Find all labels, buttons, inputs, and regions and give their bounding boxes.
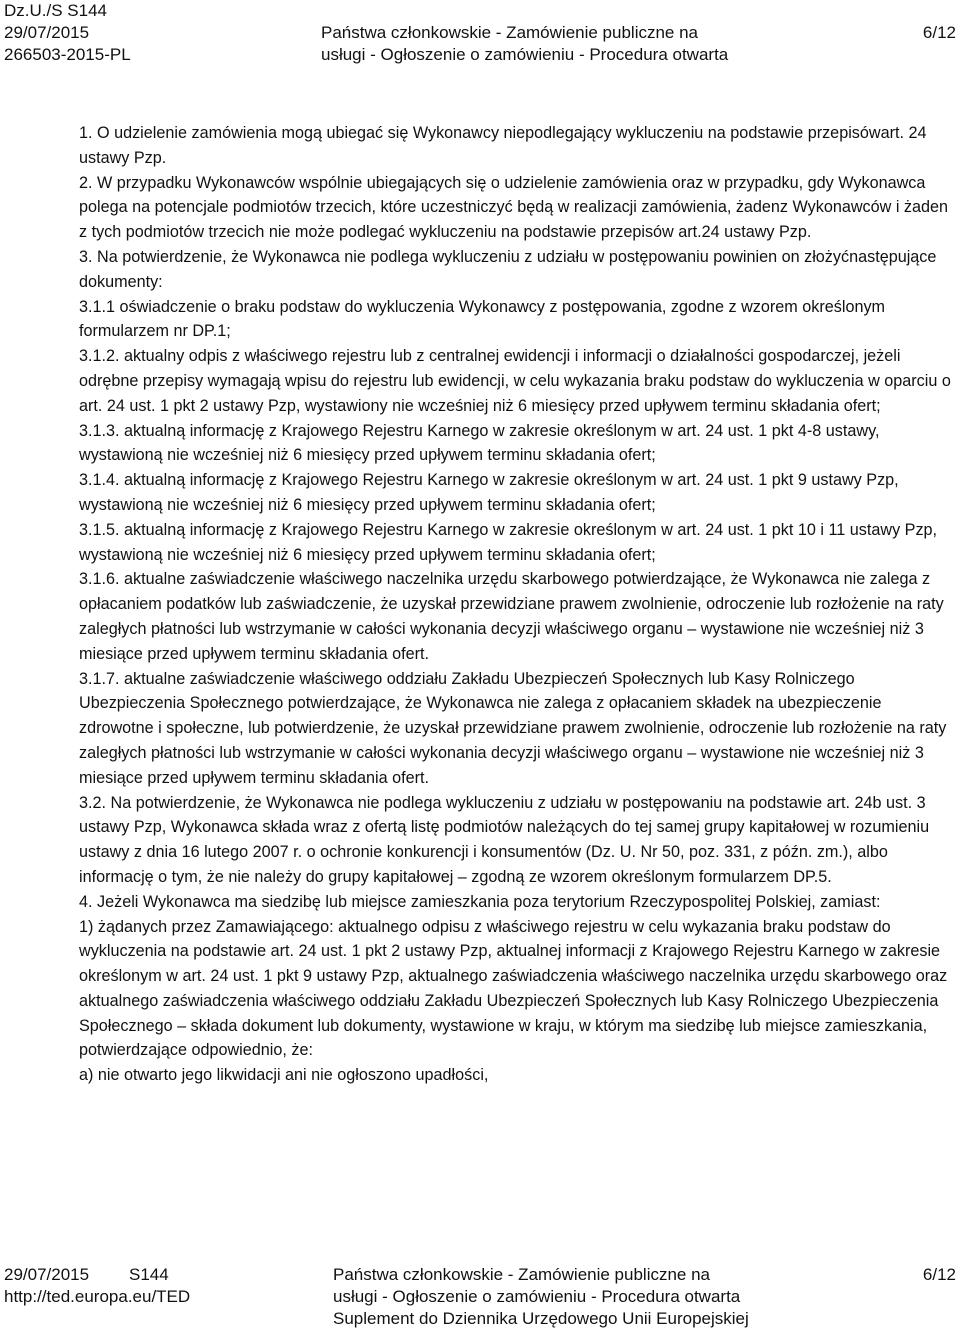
footer-title-line1: Państwa członkowskie - Zamówienie publiczne na — [333, 1265, 711, 1284]
header-title-line1: Państwa członkowskie - Zamówienie publiczne na — [321, 23, 699, 42]
footer-title-line2: usługi - Ogłoszenie o zamówieniu - Procedura otwarta — [333, 1287, 741, 1306]
footer-url-link[interactable]: http://ted.europa.eu/TED — [4, 1287, 191, 1306]
paragraph-1: 1. O udzielenie zamówienia mogą ubiegać się Wykonawcy niepodlegający wykluczeniu na podstawie przepisówart. 24 ustawy Pzp. — [79, 124, 927, 167]
paragraph-3-1-7: 3.1.7. aktualne zaświadczenie właściwego oddziału Zakładu Ubezpieczeń Społecznych lub Kasy Rolniczego Ubezpieczenia Społecznego potwierdzające, że Wykonawca nie zalega z opłacaniem składek na ubezpieczenie zdrowotne i społeczne, lub potwierdzenie, że uzyskał przewidziane prawem zwolnienie, odroczenie lub rozłożenie na raty zaległych płatności lub wstrzymanie w całości wykonania decyzji właściwego organu – wystawione nie wcześniej niż 3 miesiące przed upływem terminu składania ofert. — [79, 669, 947, 787]
header-doc-id: 266503-2015-PL — [4, 45, 131, 64]
header-date: 29/07/2015 — [4, 23, 90, 42]
paragraph-2: 2. W przypadku Wykonawców wspólnie ubiegających się o udzielenie zamówienia oraz w przypadku, gdy Wykonawca polega na potencjale podmiotów trzecich, które uczestniczyć będą w realizacji zamówienia, żadenz Wykonawców i żaden z tych podmiotów trzecich nie może podlegać wykluczeniu na podstawie przepisów art.24 ustawy Pzp. — [79, 173, 949, 242]
header-title-line2: usługi - Ogłoszenie o zamówieniu - Procedura otwarta — [321, 45, 729, 64]
paragraph-3-1-5: 3.1.5. aktualną informację z Krajowego Rejestru Karnego w zakresie określonym w art. 24 ust. 1 pkt 10 i 11 ustawy Pzp, wystawioną nie wcześniej niż 6 miesięcy przed upływem terminu składania ofert; — [79, 520, 938, 564]
header-journal: Dz.U./S S144 — [4, 1, 107, 20]
footer-title-line3: Suplement do Dziennika Urzędowego Unii Europejskiej — [333, 1309, 749, 1328]
paragraph-4-1-a: a) nie otwarto jego likwidacji ani nie ogłoszono upadłości, — [79, 1066, 489, 1085]
header-page-number: 6/12 — [922, 23, 956, 42]
paragraph-3: 3. Na potwierdzenie, że Wykonawca nie podlega wykluczeniu z udziału w postępowaniu powinien on złożyćnastępujące dokumenty: — [79, 247, 937, 291]
footer-date: 29/07/2015 — [4, 1265, 90, 1284]
paragraph-3-1-6: 3.1.6. aktualne zaświadczenie właściwego naczelnika urzędu skarbowego potwierdzające, że Wykonawca nie zalega z opłacaniem podatków lub zaświadczenie, że uzyskał przewidziane prawem zwolnienie, odroczenie lub rozłożenie na raty zaległych płatności lub wstrzymanie w całości wykonania decyzji właściwego organu – wystawione nie wcześniej niż 3 miesiące przed upływem terminu składania ofert. — [79, 570, 944, 663]
paragraph-3-1-1: 3.1.1 oświadczenie o braku podstaw do wykluczenia Wykonawcy z postępowania, zgodne z wzorem określonym formularzem nr DP.1; — [79, 297, 886, 341]
paragraph-3-1-4: 3.1.4. aktualną informację z Krajowego Rejestru Karnego w zakresie określonym w art. 24 ust. 1 pkt 9 ustawy Pzp, wystawioną nie wcześniej niż 6 miesięcy przed upływem terminu składania ofert; — [79, 471, 899, 514]
paragraph-4: 4. Jeżeli Wykonawca ma siedzibę lub miejsce zamieszkania poza terytorium Rzeczypospolitej Polskiej, zamiast: — [79, 892, 881, 911]
paragraph-3-1-3: 3.1.3. aktualną informację z Krajowego Rejestru Karnego w zakresie określonym w art. 24 ust. 1 pkt 4-8 ustawy, wystawioną nie wcześniej niż 6 miesięcy przed upływem terminu składania ofert; — [79, 421, 880, 465]
document-body — [79, 121, 955, 1088]
paragraph-3-1-2: 3.1.2. aktualny odpis z właściwego rejestru lub z centralnej ewidencji i informacji o działalności gospodarczej, jeżeli odrębne przepisy wymagają wpisu do rejestru lub ewidencji, w celu wykazania braku podstaw do wykluczenia w oparciu o art. 24 ust. 1 pkt 2 ustawy Pzp, wystawiony nie wcześniej niż 6 miesięcy przed upływem terminu składania ofert; — [79, 347, 951, 415]
footer-page-number: 6/12 — [922, 1265, 956, 1284]
paragraph-3-2: 3.2. Na potwierdzenie, że Wykonawca nie podlega wykluczeniu z udziału w postępowaniu na podstawie art. 24b ust. 3 ustawy Pzp, Wykonawca składa wraz z ofertą listę podmiotów należących do tej samej grupy kapitałowej w rozumieniu ustawy z dnia 16 lutego 2007 r. o ochronie konkurencji i konsumentów (Dz. U. Nr 50, poz. 331, z późn. zm.), albo informację o tym, że nie należy do grupy kapitałowej – zgodną ze wzorem określonym formularzem DP.5. — [79, 793, 930, 886]
paragraph-4-1: 1) żądanych przez Zamawiającego: aktualnego odpisu z właściwego rejestru w celu wykazania braku podstaw do wykluczenia na podstawie art. 24 ust. 1 pkt 2 ustawy Pzp, aktualnej informacji z Krajowego Rejestru Karnego w zakresie określonym w art. 24 ust. 1 pkt 9 ustawy Pzp, aktualnego zaświadczenia właściwego naczelnika urzędu skarbowego oraz aktualnego zaświadczenia właściwego oddziału Zakładu Ubezpieczeń Społecznych lub Kasy Rolniczego Ubezpieczenia Społecznego – składa dokument lub dokumenty, wystawione w kraju, w którym ma siedzibę lub miejsce zamieszkania, potwierdzające odpowiednio, że: — [79, 917, 948, 1060]
footer-journal: S144 — [129, 1265, 169, 1284]
